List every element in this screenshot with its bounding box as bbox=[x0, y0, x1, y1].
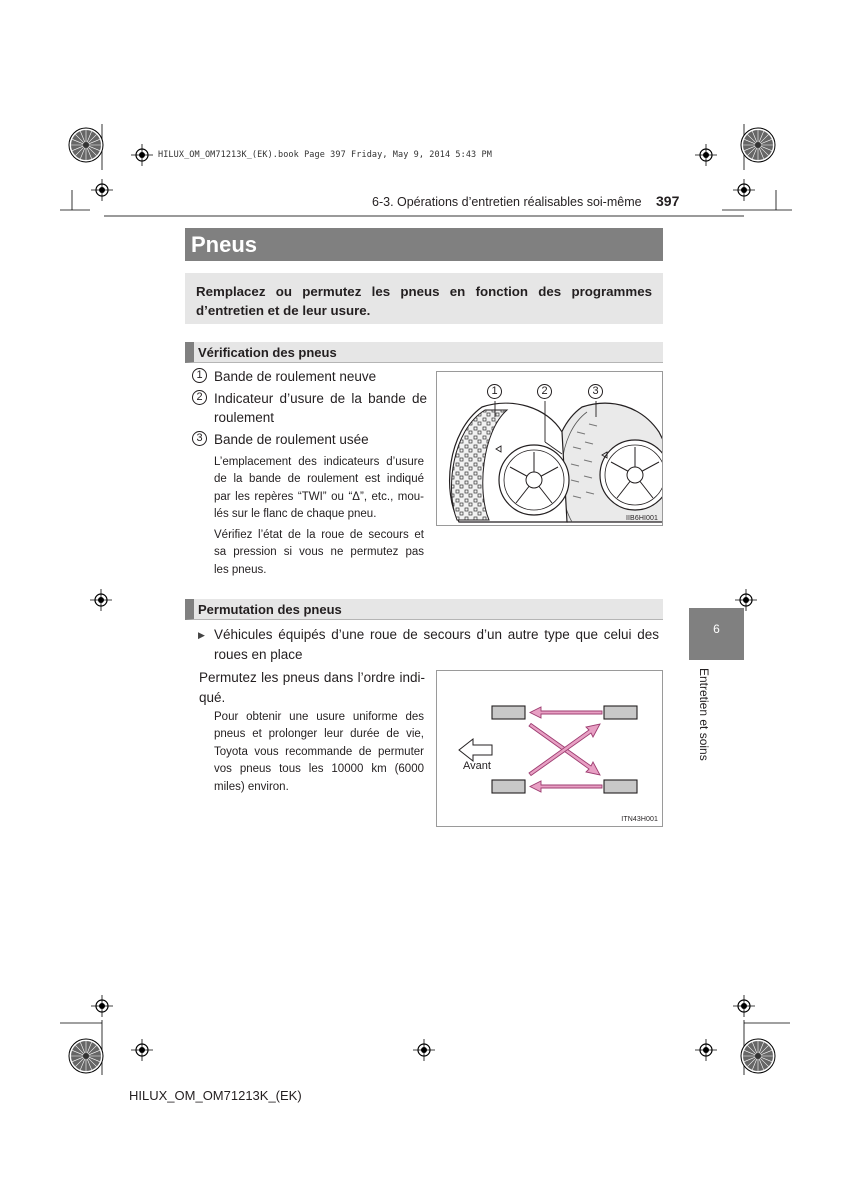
bullet-triangle-icon: ▶ bbox=[198, 630, 205, 640]
twi-note: L’emplacement des indicateurs d’usure de la bande de roulement est indiqué par les repères “TWI” ou “Δ”, etc., mou- lés sur le flanc de chaque pneu. bbox=[214, 456, 424, 521]
number-circle: 1 bbox=[192, 368, 207, 383]
intro-line-2: d’entretien et de leur usure. bbox=[196, 303, 371, 318]
page-number: 397 bbox=[656, 193, 680, 209]
number-circle: 3 bbox=[192, 431, 207, 446]
item-text: Bande de roulement usée bbox=[214, 432, 369, 447]
list-item bbox=[192, 367, 427, 386]
intro-line-1: Remplacez ou permutez les pneus en fonction des programmes bbox=[196, 284, 652, 299]
item-text: roulement bbox=[214, 410, 275, 425]
number-circle: 2 bbox=[192, 390, 207, 405]
figure-code: ITN43H001 bbox=[621, 816, 658, 823]
tire-tread-figure bbox=[436, 371, 663, 526]
section-header: 6-3. Opérations d’entretien réalisables soi-même bbox=[372, 195, 642, 209]
front-label: Avant bbox=[463, 760, 491, 772]
spare-note: Vérifiez l’état de la roue de secours et sa pression si vous ne permutez pas les pneus. bbox=[214, 529, 424, 576]
list-item bbox=[192, 389, 427, 427]
page-title: Pneus bbox=[185, 228, 663, 261]
list-item bbox=[192, 430, 427, 449]
rotation-note: Pour obtenir une usure uniforme des pneus et prolonger leur durée de vie, Toyota vous recommande de permuter vos pneus tous les 10000 km (6000 miles) environ. bbox=[214, 711, 424, 793]
figure-code: IIB6HI001 bbox=[625, 515, 658, 522]
callout-2: 2 bbox=[537, 384, 552, 399]
permutation-heading: Permutation des pneus bbox=[185, 599, 663, 620]
rotation-figure bbox=[436, 670, 663, 827]
footer-code: HILUX_OM_OM71213K_(EK) bbox=[129, 1088, 302, 1103]
verification-heading: Vérification des pneus bbox=[185, 342, 663, 363]
chapter-number: 6 bbox=[713, 622, 720, 636]
item-text: Bande de roulement neuve bbox=[214, 369, 377, 384]
callout-3: 3 bbox=[588, 384, 603, 399]
rotation-instruction: Permutez les pneus dans l’ordre indi- qué. bbox=[199, 670, 425, 705]
rotation-diagram bbox=[437, 671, 664, 828]
callout-1: 1 bbox=[487, 384, 502, 399]
intro-box bbox=[185, 273, 663, 324]
item-text: Indicateur d’usure de la bande de bbox=[214, 391, 427, 406]
header-rule bbox=[104, 215, 744, 217]
chapter-label: Entretien et soins bbox=[697, 668, 711, 761]
print-info: HILUX_OM_OM71213K_(EK).book Page 397 Friday, May 9, 2014 5:43 PM bbox=[158, 150, 492, 160]
vehicle-condition: ▶ Véhicules équipés d’une roue de secours d’un autre type que celui des roues en place bbox=[198, 627, 659, 662]
chapter-tab bbox=[689, 608, 744, 660]
